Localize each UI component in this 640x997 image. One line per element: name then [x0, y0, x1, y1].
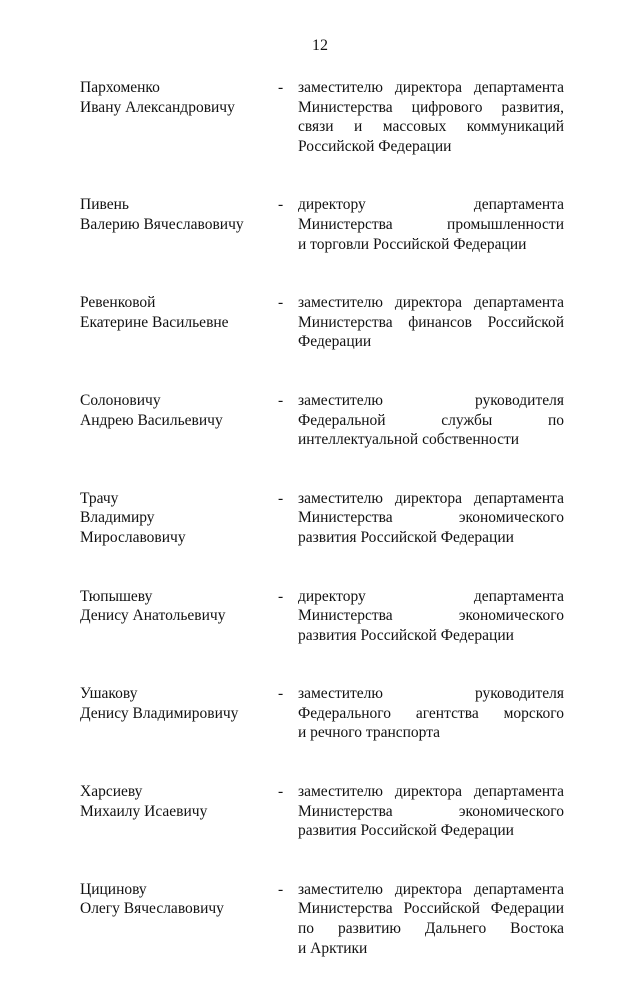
position-line: директору департамента [298, 196, 564, 214]
position-line: Министерства Российской Федерации [298, 900, 564, 918]
person-name-line: Ивану Александровичу [80, 98, 235, 116]
position-line: Министерства промышленности [298, 215, 564, 233]
position-line: заместителю директора департамента [298, 79, 564, 96]
person-name [80, 78, 278, 156]
person-name-line: Михаилу Исаевичу [80, 802, 208, 820]
position-line: и речного транспорта [298, 724, 441, 742]
position-line: заместителю директора департамента [298, 783, 564, 801]
position-line: развития Российской Федерации [298, 822, 514, 840]
position-line: Министерства цифрового развития, [298, 98, 564, 116]
position-line: заместителю директора департамента [298, 294, 564, 312]
separator-dash: - [278, 489, 284, 507]
appointment-list [80, 78, 564, 997]
position-line: интеллектуальной собственности [298, 431, 520, 449]
position-title [298, 391, 564, 450]
person-name [80, 293, 278, 352]
person-name-line: Екатерине Васильевне [80, 313, 229, 331]
position-line: Министерства экономического [298, 802, 564, 820]
appointment-entry [80, 489, 564, 548]
separator-dash: - [278, 587, 284, 605]
appointment-entry [80, 782, 564, 841]
separator-dash: - [278, 79, 284, 96]
position-title [298, 684, 564, 743]
appointment-entry [80, 684, 564, 743]
person-name-line: Ревенковой [80, 294, 156, 312]
position-title [298, 587, 564, 646]
position-title [298, 782, 564, 841]
person-name-line: Мирославовичу [80, 528, 186, 546]
position-line: развития Российской Федерации [298, 626, 514, 644]
person-name-line: Валерию Вячеславовичу [80, 215, 244, 233]
page-number: 12 [312, 37, 328, 54]
position-line: Министерства экономического [298, 509, 564, 527]
position-title [298, 880, 564, 958]
position-title [298, 195, 564, 254]
person-name [80, 195, 278, 254]
position-title [298, 489, 564, 548]
position-line: связи и массовых коммуникаций [298, 118, 564, 136]
person-name [80, 684, 278, 743]
person-name-line: Андрею Васильевичу [80, 411, 223, 429]
person-name-line: Харсиеву [80, 783, 143, 801]
person-name [80, 489, 278, 548]
position-line: развития Российской Федерации [298, 528, 514, 546]
position-line: Федерального агентства морского [298, 704, 564, 722]
position-line: заместителю руководителя [298, 391, 564, 409]
person-name-line: Солоновичу [80, 391, 161, 409]
position-line: Федерации [298, 333, 372, 351]
person-name-line: Олегу Вячеславовичу [80, 900, 224, 918]
person-name [80, 391, 278, 450]
person-name-line: Ушакову [80, 685, 138, 703]
position-line: Российской Федерации [298, 137, 452, 155]
appointment-entry [80, 293, 564, 352]
person-name-line: Трачу [80, 489, 119, 507]
person-name-line: Тюпышеву [80, 587, 153, 605]
appointment-entry [80, 391, 564, 450]
separator-dash: - [278, 196, 284, 214]
person-name [80, 880, 278, 958]
position-line: и Арктики [298, 939, 368, 957]
position-line: по развитию Дальнего Востока [298, 920, 564, 938]
appointment-entry [80, 78, 564, 156]
person-name-line: Пивень [80, 196, 129, 214]
separator-dash: - [278, 391, 284, 409]
position-line: Федеральной службы по [298, 411, 564, 429]
person-name [80, 782, 278, 841]
person-name-line: Пархоменко [80, 79, 160, 96]
person-name-line: Денису Анатольевичу [80, 607, 226, 625]
position-line: Министерства финансов Российской [298, 313, 564, 331]
position-title [298, 78, 564, 156]
position-line: заместителю директора департамента [298, 880, 564, 898]
separator-dash: - [278, 783, 284, 801]
separator-dash: - [278, 685, 284, 703]
position-title [298, 293, 564, 352]
position-line: Министерства экономического [298, 607, 564, 625]
person-name [80, 587, 278, 646]
appointment-entry [80, 587, 564, 646]
position-line: заместителю директора департамента [298, 489, 564, 507]
position-line: заместителю руководителя [298, 685, 564, 703]
appointment-entry [80, 880, 564, 958]
position-line: и торговли Российской Федерации [298, 235, 527, 253]
person-name-line: Денису Владимировичу [80, 704, 239, 722]
person-name-line: Цицинову [80, 880, 147, 898]
appointment-entry [80, 195, 564, 254]
position-line: директору департамента [298, 587, 564, 605]
separator-dash: - [278, 880, 284, 898]
separator-dash: - [278, 294, 284, 312]
person-name-line: Владимиру [80, 509, 155, 527]
